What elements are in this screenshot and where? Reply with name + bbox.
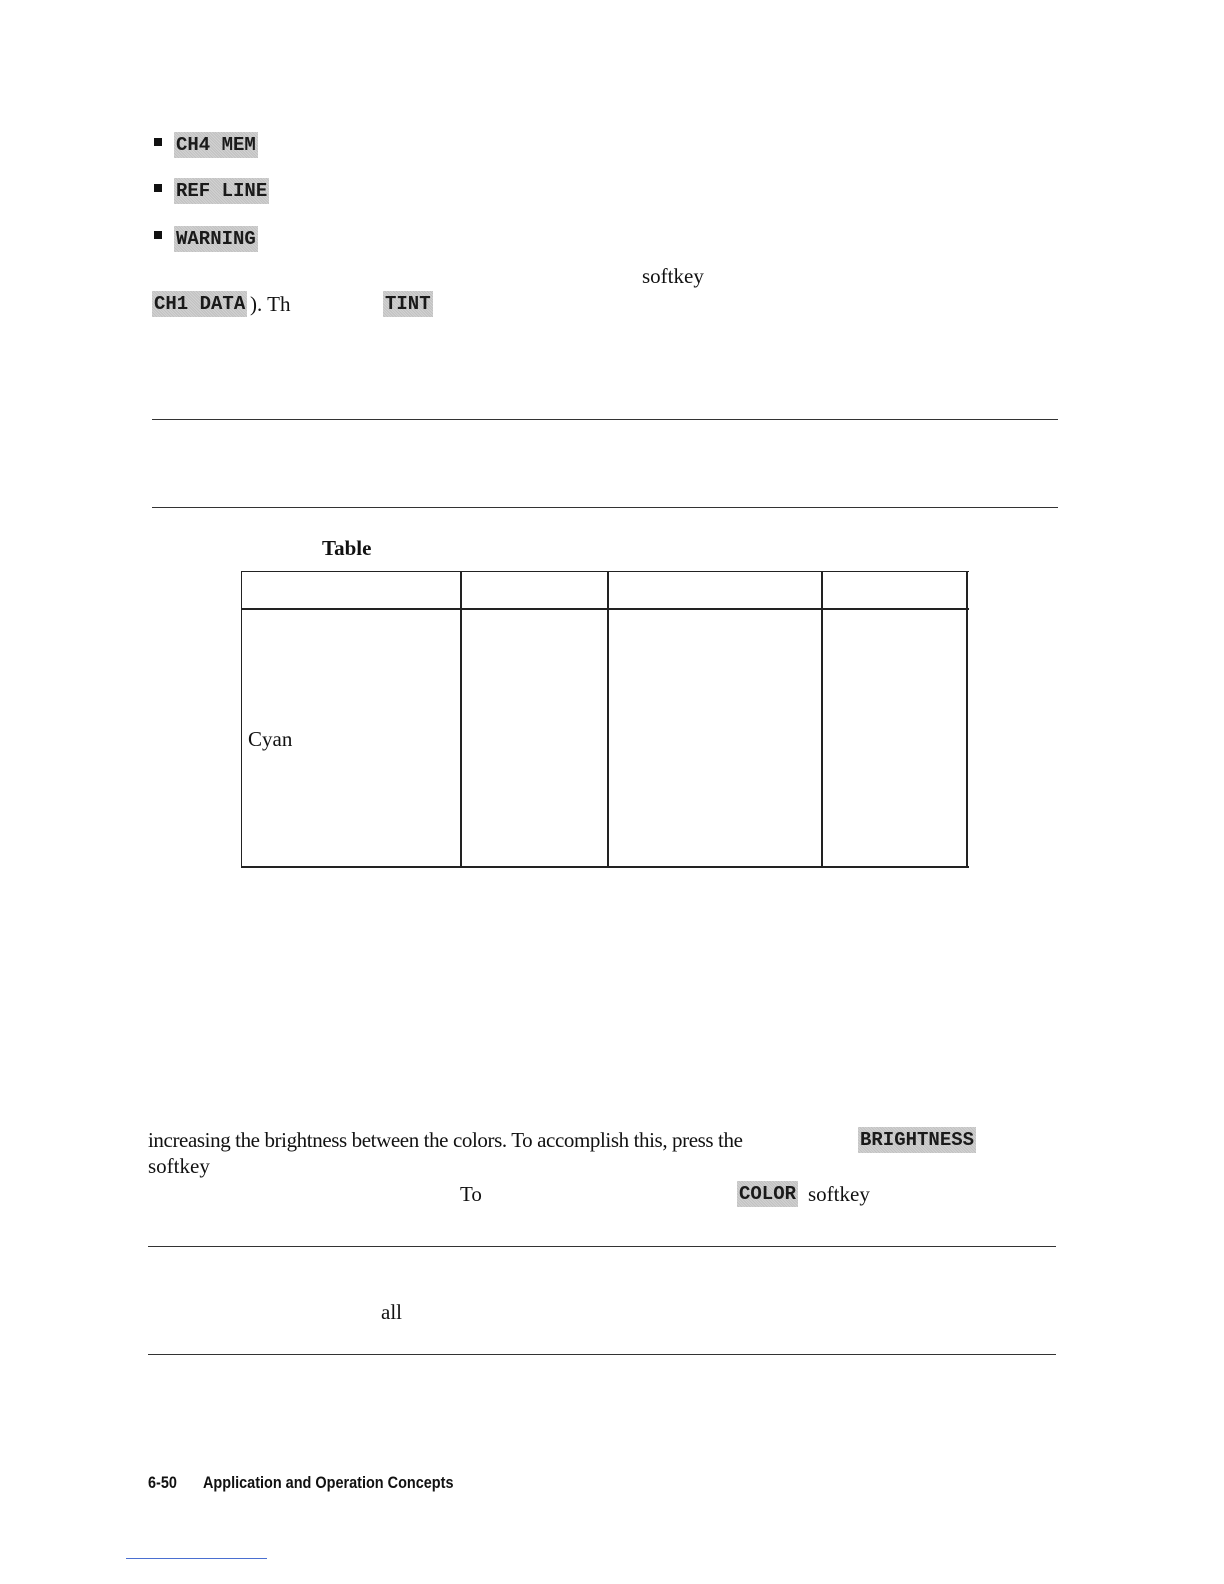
table-border-right xyxy=(966,571,968,868)
para2-line1: increasing the brightness between the colors. To accomplish this, press the xyxy=(148,1128,743,1152)
softkey-warning[interactable]: WARNING xyxy=(176,228,256,250)
note-rule-bottom xyxy=(152,507,1058,508)
table-col-divider xyxy=(460,571,462,868)
table-header-rule xyxy=(241,608,969,610)
para1-softkey-word: softkey xyxy=(642,264,704,288)
section-title: Application and Operation Concepts xyxy=(203,1473,454,1492)
table-border-top xyxy=(241,571,969,572)
table-border-bottom xyxy=(241,866,969,868)
para2-line2: softkey xyxy=(148,1154,210,1178)
table-col-divider xyxy=(821,571,823,868)
para2-to: To xyxy=(460,1182,482,1206)
para1-after-key: ). Th xyxy=(250,292,291,316)
softkey-ch4-mem[interactable]: CH4 MEM xyxy=(176,134,256,156)
para2-softkey-word: softkey xyxy=(808,1182,870,1206)
table-caption: Table xyxy=(322,536,372,560)
softkey-ch1-data[interactable]: CH1 DATA xyxy=(154,293,246,315)
bullet-marker xyxy=(154,184,162,192)
softkey-brightness[interactable]: BRIGHTNESS xyxy=(860,1129,975,1151)
softkey-tint[interactable]: TINT xyxy=(385,293,431,315)
link-underline xyxy=(126,1558,267,1559)
bullet-marker xyxy=(154,138,162,146)
note-rule-top xyxy=(152,419,1058,420)
note2-rule-top xyxy=(148,1246,1056,1247)
softkey-ref-line[interactable]: REF LINE xyxy=(176,180,268,202)
page-number: 6-50 xyxy=(148,1473,177,1492)
table-cell: Cyan xyxy=(248,727,293,751)
softkey-color[interactable]: COLOR xyxy=(739,1183,797,1205)
note2-rule-bottom xyxy=(148,1354,1056,1355)
table-col-divider xyxy=(607,571,609,868)
note2-word: all xyxy=(381,1300,402,1324)
table-border-left xyxy=(241,571,242,868)
bullet-marker xyxy=(154,231,162,239)
